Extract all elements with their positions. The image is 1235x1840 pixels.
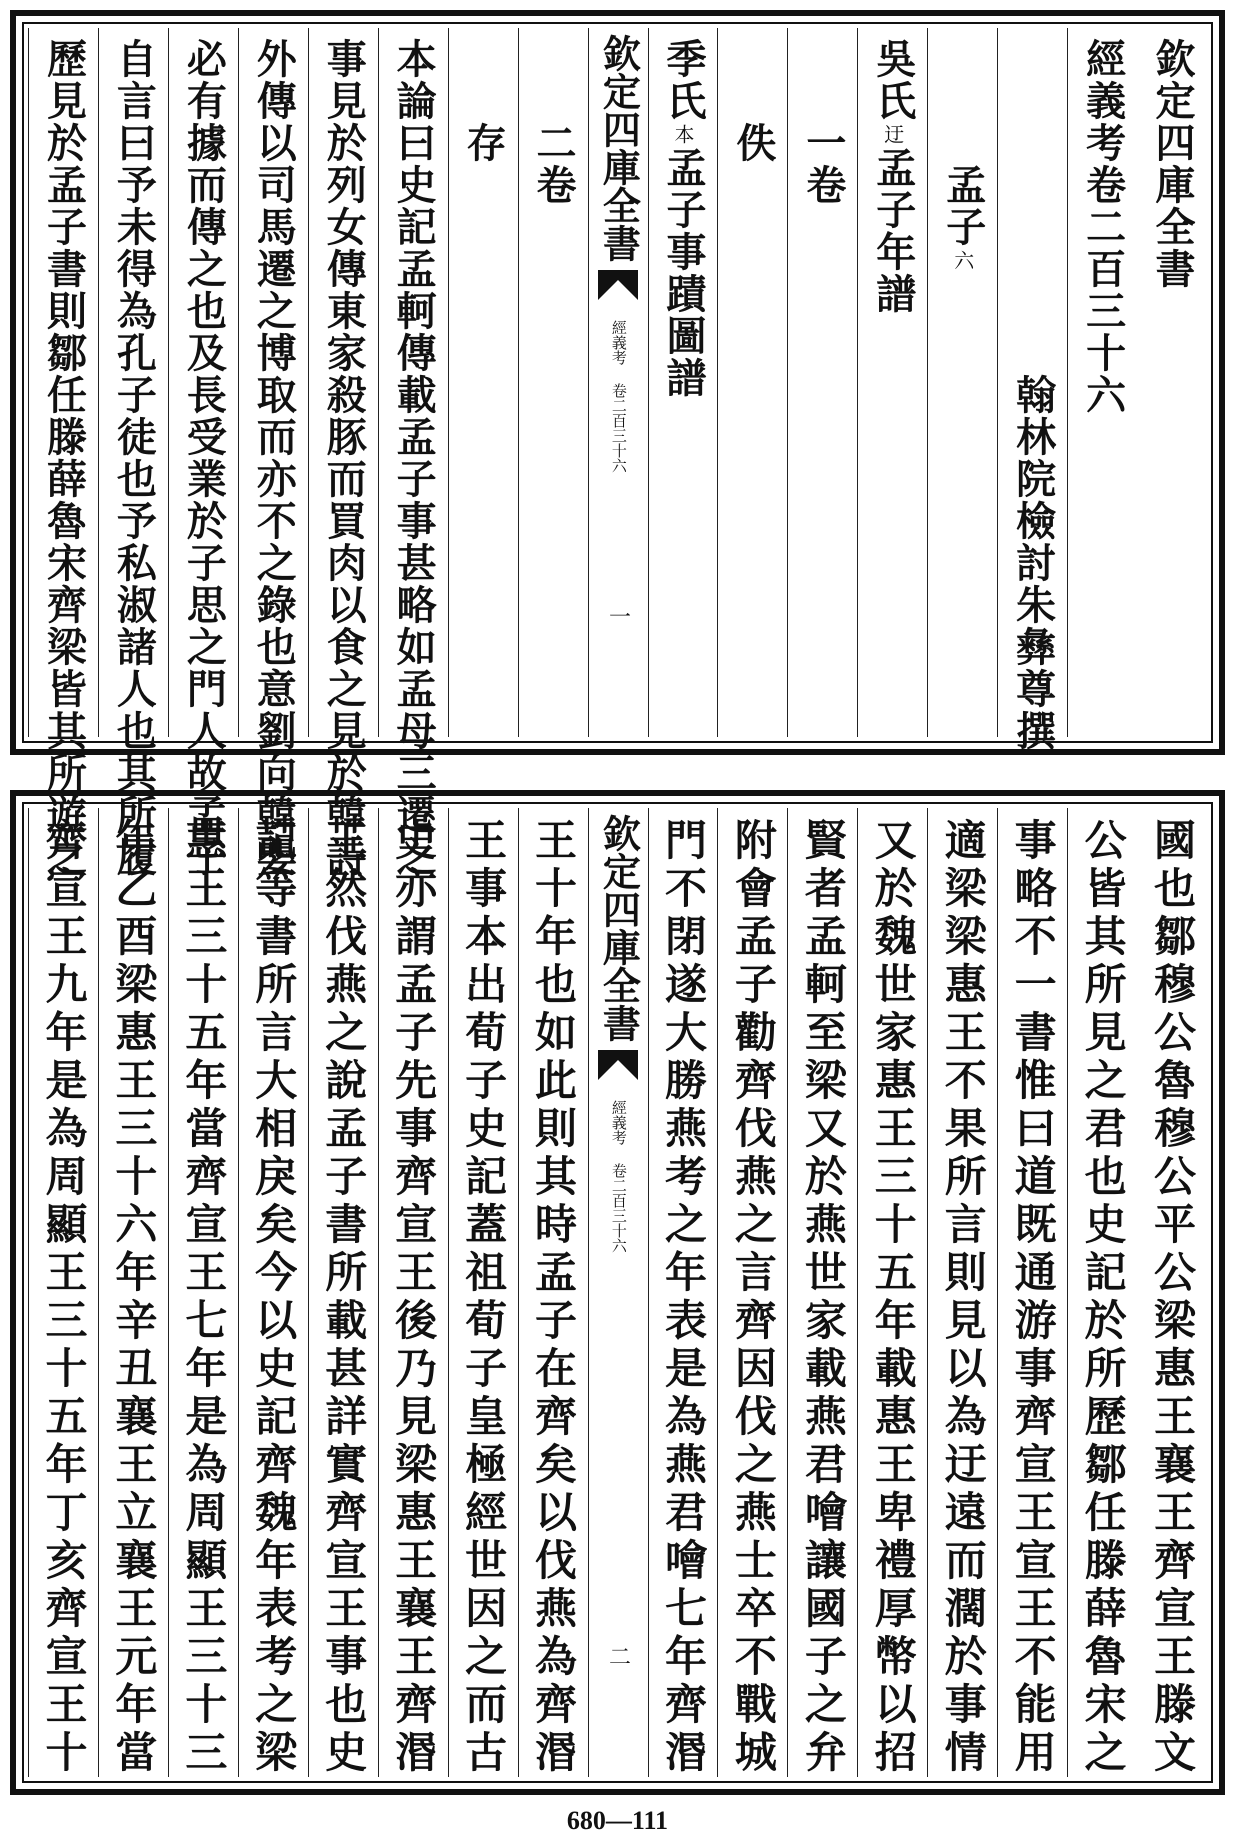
column-text: 公皆其所見之君也史記於所歷鄒任滕薛魯宋之 [1078,818,1128,1778]
center-volume-label: 經義考 卷二百三十六 [609,1100,628,1253]
column-text: 一卷 [799,122,847,206]
column-text: 年乙酉梁惠王三十六年辛丑襄王立襄王元年當 [109,818,159,1778]
column-text: 記等書所言大相戾矣今以史記齊魏年表考之梁 [249,818,299,1778]
leaf-page-number: 一 [605,605,631,627]
text-column [168,28,238,878]
center-book-title: 欽定四庫全書 [596,814,642,1042]
top-page-frame [10,10,1225,878]
text-column [238,28,308,878]
column-text: 外傳以司馬遷之博取而亦不之錄也意劉向韓嬰 [250,38,298,878]
bottom-page-frame [10,790,1225,1795]
column-text: 自言曰予未得為孔子徒也予私淑諸人也其所履 [110,38,158,878]
text-column [378,28,448,878]
text-column [997,28,1067,752]
text-column [98,28,168,878]
center-book-title: 欽定四庫全書 [596,34,642,262]
text-column [1137,28,1207,737]
text-column [448,808,518,1777]
text-column [648,808,718,1777]
column-text: 又於魏世家惠王三十五年載惠王卑禮厚幣以招 [868,818,918,1778]
text-column [28,808,98,1777]
text-column [308,808,378,1777]
text-column [857,28,927,737]
column-text: 孟子 [939,164,987,248]
text-column [518,808,588,1777]
column-text: 吳氏 [869,38,917,122]
column-text: 適梁梁惠王不果所言則見以為迂遠而濶於事情 [938,818,988,1778]
text-column [518,28,588,737]
text-column [927,808,997,1777]
text-column [857,808,927,1777]
text-column [378,808,448,1777]
center-volume-label: 經義考 卷二百三十六 [609,320,628,473]
column-text: 本論曰史記孟軻傳載孟子事甚略如孟母三遷之 [390,38,438,878]
column-text-continued: 孟子年譜 [869,147,917,315]
column-text: 王十年也如此則其時孟子在齊矣以伐燕為齊湣 [529,818,579,1778]
text-column [927,28,997,737]
text-column [168,808,238,1777]
column-text: 歷見於孟子書則鄒任滕薛魯宋齊梁皆其所遊之 [40,38,88,878]
text-column [1067,28,1137,737]
column-text: 附會孟子勸齊伐燕之言齊因伐之燕士卒不戰城 [728,818,778,1778]
column-text: 佚 [729,122,777,164]
text-column [787,28,857,737]
text-column [997,808,1067,1777]
column-text-continued: 孟子事蹟圖譜 [659,147,707,399]
text-column [28,28,98,878]
text-column [1067,808,1137,1777]
small-annotation: 六 [950,250,975,271]
column-text: 存 [460,122,508,164]
center-fold-column [588,808,648,1777]
page-footer-number: 680—111 [566,1806,669,1835]
column-text: 事略不一書惟曰道既通游事齊宣王宣王不能用 [1008,818,1058,1778]
column-text: 二卷 [530,122,578,206]
column-text: 賢者孟軻至梁又於燕世家載燕君噲讓國子之弁 [798,818,848,1778]
column-text: 史亦謂孟子先事齊宣王後乃見梁惠王襄王齊湣 [389,818,439,1778]
text-column [1137,808,1207,1777]
text-column [717,808,787,1777]
text-column [238,808,308,1777]
fish-tail-mark-icon [596,268,640,302]
column-text: 國也鄒穆公魯穆公平公梁惠王襄王齊宣王滕文 [1148,818,1198,1778]
column-text: 門不閉遂大勝燕考之年表是為燕君噲七年齊湣 [658,818,708,1778]
center-fold-column [588,28,648,737]
text-column [98,808,168,1777]
text-column [648,28,718,737]
column-text: 惠王三十五年當齊宣王七年是為周顯王三十三 [179,818,229,1778]
column-text: 王然伐燕之說孟子書所載甚詳實齊宣王事也史 [319,818,369,1778]
column-text: 欽定四庫全書 [1149,38,1197,290]
column-text: 王事本出荀子史記蓋祖荀子皇極經世因之而古 [459,818,509,1778]
text-column [717,28,787,737]
column-text: 經義考卷二百三十六 [1079,38,1127,416]
small-annotation: 本 [670,124,695,145]
text-column [448,28,518,737]
text-column [787,808,857,1777]
column-text: 事見於列女傳東家殺豚而買肉以食之見於韓詩 [320,38,368,878]
small-annotation: 迂 [880,124,905,145]
column-text: 季氏 [659,38,707,122]
column-text: 翰林院檢討朱彝尊撰 [1009,374,1057,752]
column-text: 齊宣王九年是為周顯王三十五年丁亥齊宣王十 [39,818,89,1778]
column-text: 必有據而傳之也及長受業於子思之門人故孟子 [180,38,228,878]
fish-tail-mark-icon [596,1048,640,1082]
text-column [308,28,378,878]
leaf-page-number: 二 [605,1645,631,1667]
